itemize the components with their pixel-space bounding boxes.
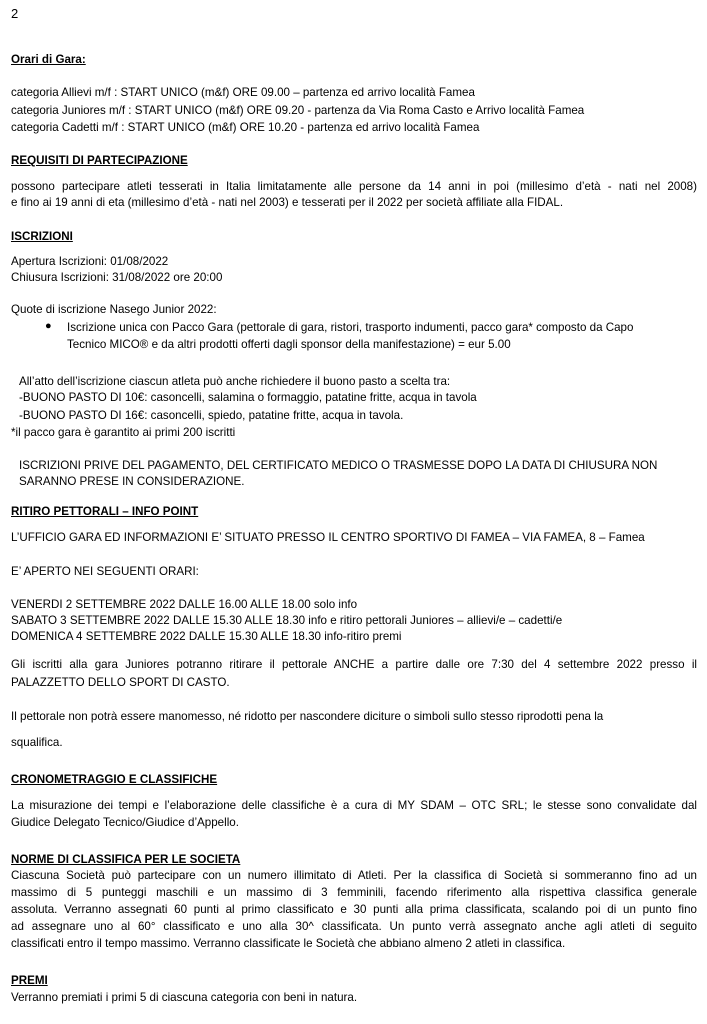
requisiti-title: REQUISITI DI PARTECIPAZIONE [11,154,188,167]
iscrizioni-warning: SARANNO PRESE IN CONSIDERAZIONE. [19,475,245,488]
quote-title: Quote di iscrizione Nasego Junior 2022: [11,303,217,316]
requisiti-line: possono partecipare atleti tesserati in Italia limitatamente alle persone da 14 anni in poi (millesimo d’età - nati nel 2008) [11,180,697,193]
buono-option: -BUONO PASTO DI 16€: casoncelli, spiedo, patatine fritte, acqua in tavola. [19,409,404,422]
juniores-line: Gli iscritti alla gara Juniores potranno ritirare il pettorale ANCHE a partire dalle ore 7:30 del 4 settembre 2022 presso il [11,658,697,671]
quote-item: Tecnico MICO® e da altri prodotti offerti dagli sponsor della manifestazione) = eur 5.00 [67,338,511,351]
orario-line: VENERDI 2 SETTEMBRE 2022 DALLE 16.00 ALLE 18.00 solo info [11,598,358,611]
orario-line: SABATO 3 SETTEMBRE 2022 DALLE 15.30 ALLE 18.30 info e ritiro pettorali Juniores – allievi/e – cadetti/e [11,614,563,627]
quote-item: Iscrizione unica con Pacco Gara (pettorale di gara, ristori, trasporto indumenti, pacco gara* composto da Capo [67,321,634,334]
premi-line: Verranno premiati i primi 5 di ciascuna categoria con beni in natura. [11,991,358,1004]
cronometraggio-line: La misurazione dei tempi e l’elaborazione delle classifiche è a cura di MY SDAM – OTC SRL; le stesse sono convalidate dal [11,799,697,812]
orari-line: categoria Cadetti m/f : START UNICO (m&f) ORE 10.20 - partenza ed arrivo località Famea [11,121,480,134]
juniores-line: PALAZZETTO DELLO SPORT DI CASTO. [11,676,230,689]
page-number: 2 [11,6,19,21]
orari-line: categoria Allievi m/f : START UNICO (m&f) ORE 09.00 – partenza ed arrivo località Famea [11,86,475,99]
bullet-icon: ● [45,320,52,332]
norme-line: Ciascuna Società può partecipare con un numero illimitato di Atleti. Per la classifica di Società si sommeranno fino ad un [11,869,697,882]
aperto-title: E’ APERTO NEI SEGUENTI ORARI: [11,565,199,578]
premi-title: PREMI [11,974,48,987]
cronometraggio-title: CRONOMETRAGGIO E CLASSIFICHE [11,773,218,786]
buono-option: -BUONO PASTO DI 10€: casoncelli, salamina o formaggio, patatine fritte, acqua in tavola [19,391,477,404]
norme-line: assoluta. Verranno assegnati 60 punti al primo classificato e 30 punti alla prima classificata, scalando poi di un punto fino [11,903,697,916]
iscrizioni-title: ISCRIZIONI [11,230,73,243]
pettorale-line: squalifica. [11,736,63,749]
iscrizioni-warning: ISCRIZIONI PRIVE DEL PAGAMENTO, DEL CERTIFICATO MEDICO O TRASMESSE DOPO LA DATA DI CHIUSURA NON [19,459,658,472]
ufficio-info: L’UFFICIO GARA ED INFORMAZIONI E’ SITUATO PRESSO IL CENTRO SPORTIVO DI FAMEA – VIA FAMEA, 8 – Famea [11,531,645,544]
buono-intro: All’atto dell’iscrizione ciascun atleta può anche richiedere il buono pasto a scelta tra: [19,375,451,388]
orario-line: DOMENICA 4 SETTEMBRE 2022 DALLE 15.30 ALLE 18.30 info-ritiro premi [11,630,402,643]
pettorale-line: Il pettorale non potrà essere manomesso, né ridotto per nascondere diciture o simboli sullo stesso riprodotti pena la [11,710,604,723]
ritiro-title: RITIRO PETTORALI – INFO POINT [11,505,199,518]
norme-title: NORME DI CLASSIFICA PER LE SOCIETA [11,853,241,866]
cronometraggio-line: Giudice Delegato Tecnico/Giudice d’Appello. [11,816,239,829]
chiusura-iscrizioni: Chiusura Iscrizioni: 31/08/2022 ore 20:00 [11,271,223,284]
orari-title: Orari di Gara: [11,53,86,66]
orari-line: categoria Juniores m/f : START UNICO (m&f) ORE 09.20 - partenza da Via Roma Casto e Arrivo località Famea [11,104,585,117]
norme-line: ad assegnare uno al 60° classificato e uno alla 30^ classificata. Un punto verrà assegnato anche agli atleti di seguito [11,920,697,933]
pacco-note: *il pacco gara è garantito ai primi 200 iscritti [11,426,236,439]
norme-line: classificati entro il tempo massimo. Verranno classificate le Società che abbiano almeno 2 atleti in classifica. [11,937,566,950]
apertura-iscrizioni: Apertura Iscrizioni: 01/08/2022 [11,255,169,268]
requisiti-line: e fino ai 19 anni di eta (millesimo d’età - nati nel 2003) e tesserati per il 2022 per società affiliate alla FIDAL. [11,196,564,209]
norme-line: massimo di 5 punteggi maschili e un massimo di 3 femminili, facendo riferimento alla rispettiva classifica generale [11,886,697,899]
